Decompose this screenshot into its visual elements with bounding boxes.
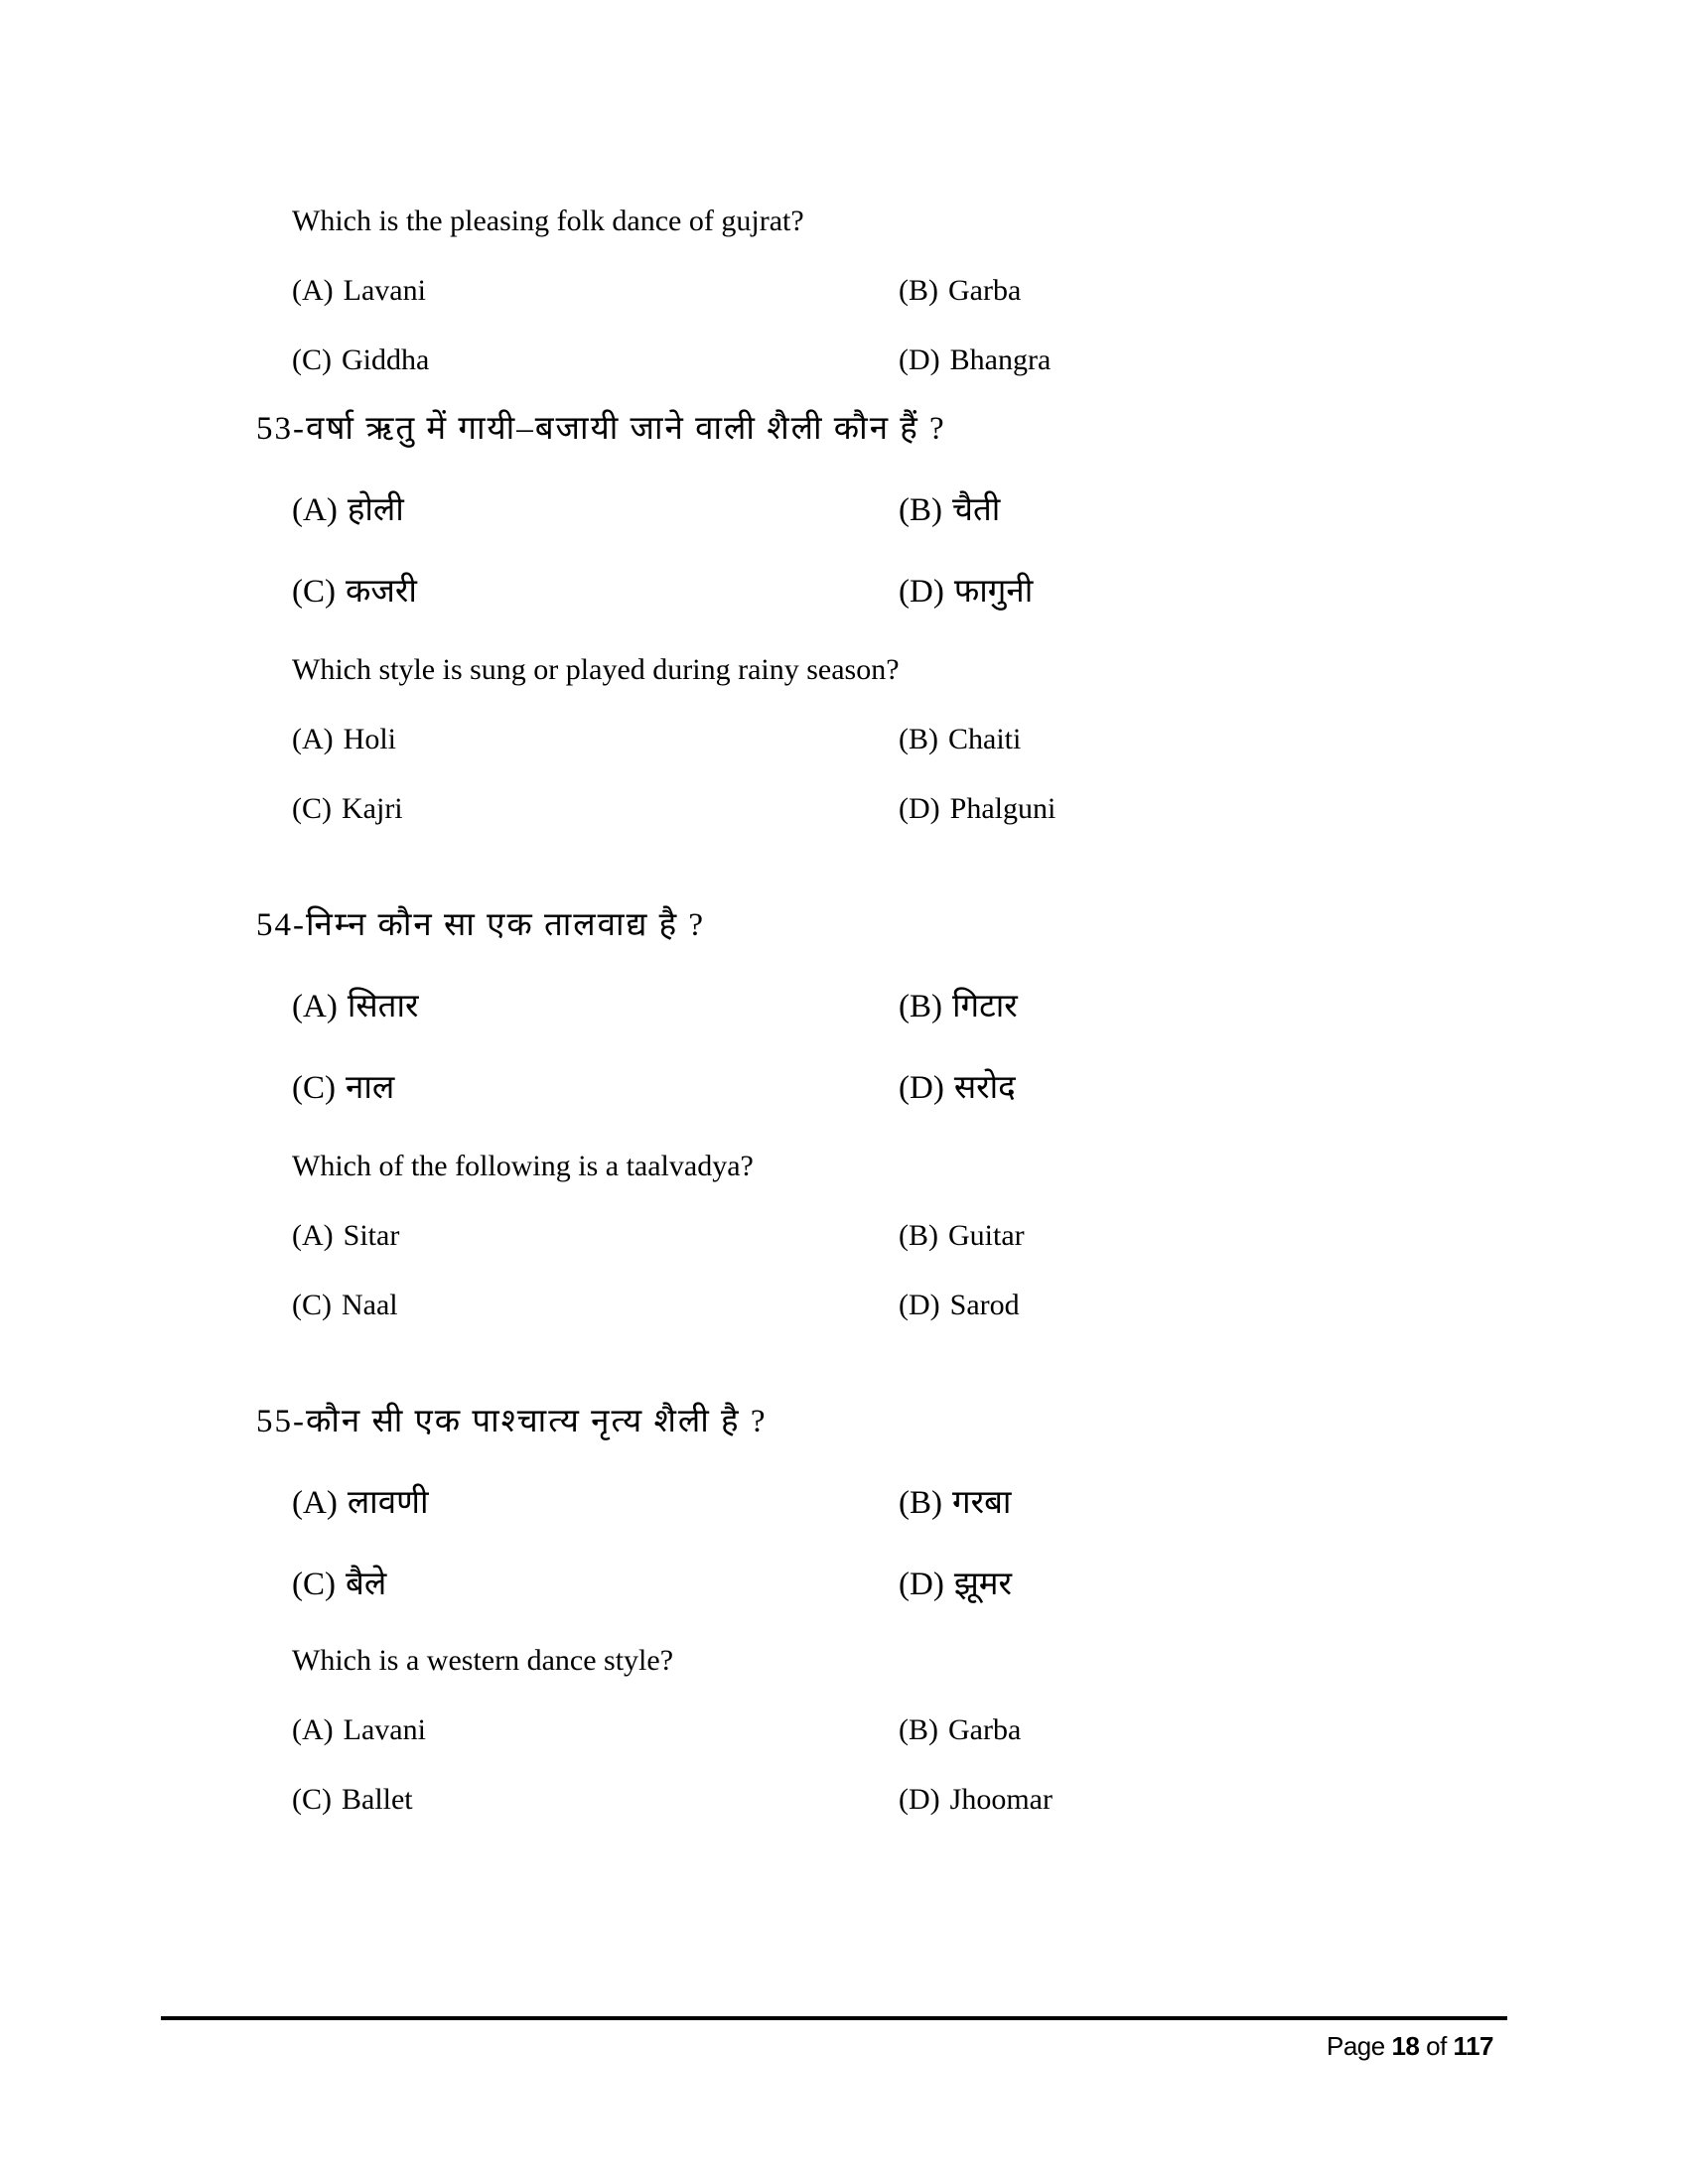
option-text: Sitar — [343, 1219, 400, 1252]
footer-divider — [161, 2016, 1507, 2020]
current-page: 18 — [1391, 2031, 1420, 2061]
option-text: लावणी — [347, 1485, 429, 1521]
option-text: कजरी — [346, 574, 417, 610]
page-number — [1327, 2031, 1493, 2062]
option-text: Ballet — [342, 1783, 413, 1816]
option-label: (A) — [292, 1485, 338, 1521]
option-label: (B) — [899, 1219, 938, 1252]
question-text-hindi: 53-वर्षा ऋतु में गायी–बजायी जाने वाली शैली कौन हैं ? — [256, 411, 946, 447]
option-c — [292, 576, 417, 609]
option-label: (D) — [899, 1783, 940, 1816]
question-text-hindi: 54-निम्न कौन सा एक तालवाद्य है ? — [256, 907, 706, 943]
option-text: सरोद — [953, 1070, 1016, 1106]
option-label: (B) — [899, 1485, 942, 1521]
option-text: Giddha — [342, 343, 430, 376]
option-text: फागुनी — [953, 574, 1034, 610]
option-b — [899, 991, 1018, 1024]
total-pages: 117 — [1453, 2031, 1493, 2061]
option-c — [292, 1785, 413, 1815]
option-label: (A) — [292, 723, 334, 755]
option-text: Lavani — [343, 274, 426, 307]
option-d — [899, 576, 1033, 609]
option-label: (A) — [292, 274, 334, 307]
option-text: Sarod — [949, 1289, 1020, 1321]
option-text: Bhangra — [949, 343, 1052, 376]
option-c — [292, 1072, 394, 1105]
option-label: (B) — [899, 492, 942, 528]
option-d — [899, 1072, 1016, 1105]
option-label: (B) — [899, 274, 938, 307]
option-text: बैले — [346, 1567, 387, 1602]
option-label: (D) — [899, 1070, 944, 1106]
question-text-hindi: 55-कौन सी एक पाश्चात्य नृत्य शैली है ? — [256, 1404, 768, 1439]
option-label: (A) — [292, 1713, 334, 1746]
option-text: Garba — [948, 1713, 1022, 1746]
question-text: Which style is sung or played during rainy season? — [292, 653, 900, 686]
option-text: Jhoomar — [949, 1783, 1053, 1816]
option-a — [292, 1221, 399, 1251]
option-text: झूमर — [953, 1567, 1012, 1602]
option-label: (C) — [292, 574, 336, 610]
option-label: (A) — [292, 989, 338, 1024]
option-label: (C) — [292, 792, 332, 825]
option-text: नाल — [346, 1070, 395, 1106]
option-text: Phalguni — [949, 792, 1056, 825]
option-label: (B) — [899, 989, 942, 1024]
option-a — [292, 725, 396, 754]
option-c — [292, 345, 429, 375]
option-label: (C) — [292, 1070, 336, 1106]
option-b — [899, 725, 1021, 754]
option-c — [292, 1291, 398, 1320]
option-text: चैती — [952, 492, 1001, 528]
option-label: (C) — [292, 1567, 336, 1602]
option-text: Guitar — [948, 1219, 1025, 1252]
option-d — [899, 1569, 1012, 1601]
question-text: Which is a western dance style? — [292, 1644, 674, 1677]
option-text: Lavani — [343, 1713, 426, 1746]
option-label: (D) — [899, 343, 940, 376]
option-label: (D) — [899, 792, 940, 825]
option-b — [899, 494, 1000, 527]
option-b — [899, 1487, 1011, 1520]
option-label: (B) — [899, 1713, 938, 1746]
option-label: (D) — [899, 574, 944, 610]
option-text: Kajri — [342, 792, 403, 825]
option-text: गिटार — [952, 989, 1018, 1024]
option-text: गरबा — [952, 1485, 1012, 1521]
option-label: (C) — [292, 343, 332, 376]
option-text: Naal — [342, 1289, 398, 1321]
option-b — [899, 1715, 1021, 1745]
option-label: (A) — [292, 1219, 334, 1252]
option-label: (C) — [292, 1783, 332, 1816]
option-text: Chaiti — [948, 723, 1022, 755]
option-a — [292, 494, 404, 527]
option-c — [292, 794, 403, 824]
page-word: Page — [1327, 2031, 1385, 2061]
option-a — [292, 1487, 429, 1520]
option-d — [899, 794, 1055, 824]
option-a — [292, 991, 419, 1024]
option-d — [899, 1291, 1020, 1320]
option-label: (D) — [899, 1289, 940, 1321]
option-text: होली — [347, 492, 404, 528]
option-text: सितार — [347, 989, 419, 1024]
option-c — [292, 1569, 386, 1601]
option-b — [899, 1221, 1025, 1251]
option-d — [899, 1785, 1053, 1815]
option-a — [292, 276, 426, 306]
option-label: (B) — [899, 723, 938, 755]
of-word: of — [1426, 2031, 1447, 2061]
question-text: Which is the pleasing folk dance of gujrat? — [292, 205, 804, 237]
option-label: (C) — [292, 1289, 332, 1321]
question-text: Which of the following is a taalvadya? — [292, 1150, 754, 1182]
option-text: Holi — [343, 723, 396, 755]
option-d — [899, 345, 1051, 375]
option-label: (A) — [292, 492, 338, 528]
option-a — [292, 1715, 426, 1745]
option-b — [899, 276, 1021, 306]
option-text: Garba — [948, 274, 1022, 307]
option-label: (D) — [899, 1567, 944, 1602]
